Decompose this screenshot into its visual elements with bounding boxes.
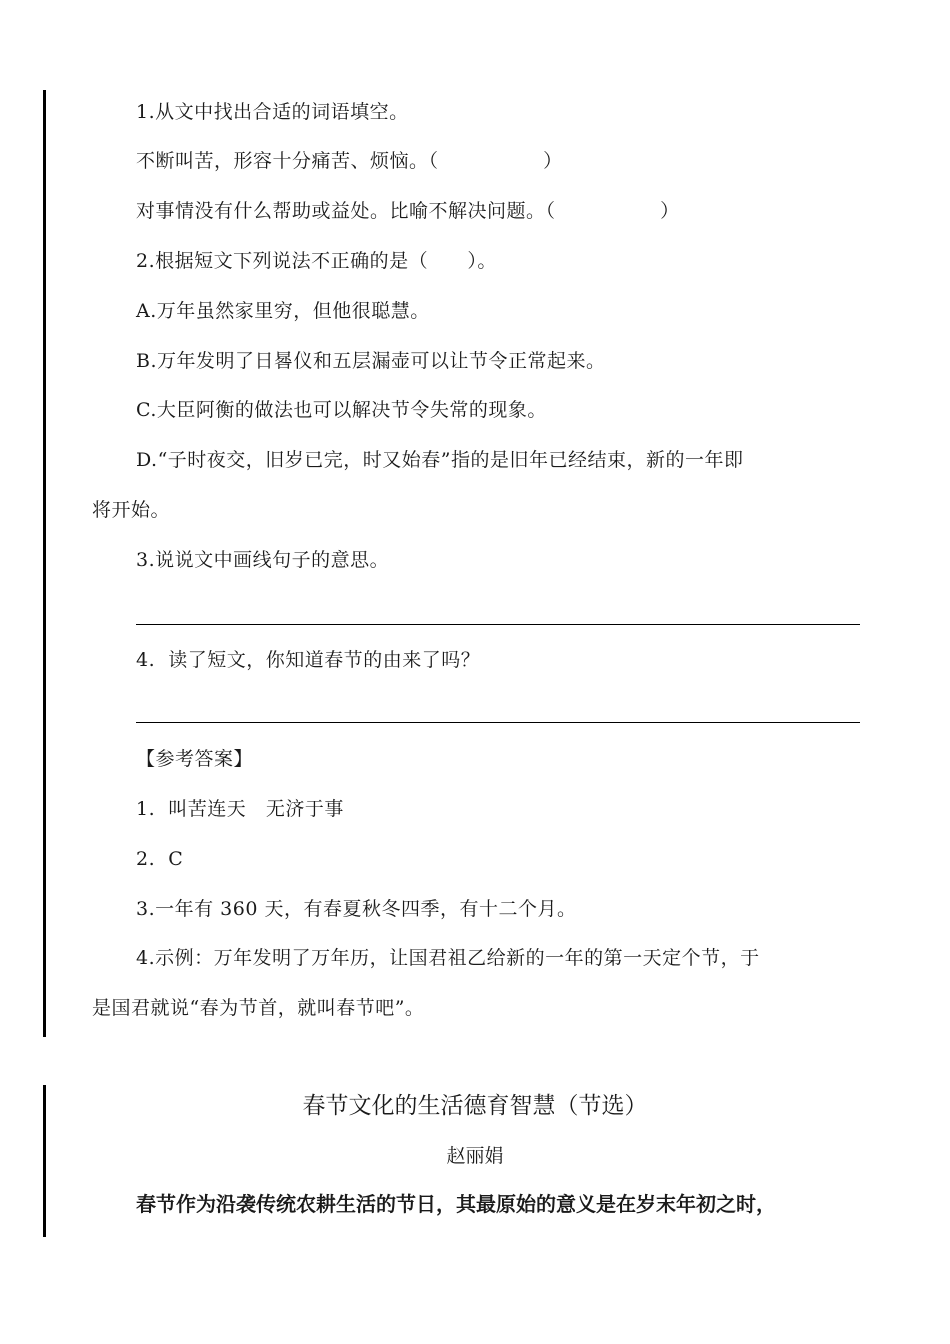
question-1: 1.从文中找出合适的词语填空。 bbox=[136, 101, 409, 123]
answer-2: 2. C bbox=[136, 848, 184, 870]
option-b: B.万年发明了日晷仪和五层漏壶可以让节令正常起来。 bbox=[136, 350, 606, 372]
margin-bar-top bbox=[43, 90, 46, 1037]
answer-1: 1. 叫苦连天 无济于事 bbox=[136, 798, 344, 820]
question-1-blank-a: 不断叫苦，形容十分痛苦、烦恼。（ ） bbox=[136, 150, 563, 172]
option-c: C.大臣阿衡的做法也可以解决节令失常的现象。 bbox=[136, 399, 547, 421]
question-1-blank-b: 对事情没有什么帮助或益处。比喻不解决问题。（ ） bbox=[136, 200, 680, 222]
answer-line-3 bbox=[136, 624, 860, 625]
answers-heading: 【参考答案】 bbox=[136, 748, 254, 770]
answer-line-4 bbox=[136, 722, 860, 723]
answer-3: 3.一年有 360 天，有春夏秋冬四季，有十二个月。 bbox=[136, 898, 577, 920]
answer-4: 4.示例：万年发明了万年历，让国君祖乙给新的一年的第一天定个节，于 bbox=[136, 947, 760, 969]
article-author: 赵丽娟 bbox=[446, 1145, 504, 1167]
option-d-continued: 将开始。 bbox=[92, 499, 171, 521]
article-title: 春节文化的生活德育智慧（节选） bbox=[302, 1093, 648, 1119]
question-3: 3.说说文中画线句子的意思。 bbox=[136, 549, 390, 571]
question-4: 4. 读了短文，你知道春节的由来了吗？ bbox=[136, 649, 481, 671]
article-paragraph-line: 春节作为沿袭传统农耕生活的节日，其最原始的意义是在岁末年初之时， bbox=[136, 1192, 776, 1216]
option-a: A.万年虽然家里穷，但他很聪慧。 bbox=[136, 300, 430, 322]
answer-4-continued: 是国君就说“春为节首，就叫春节吧”。 bbox=[92, 997, 425, 1019]
question-2: 2.根据短文下列说法不正确的是（ ）。 bbox=[136, 250, 497, 272]
option-d: D.“子时夜交，旧岁已完，时又始春”指的是旧年已经结束，新的一年即 bbox=[136, 449, 744, 471]
